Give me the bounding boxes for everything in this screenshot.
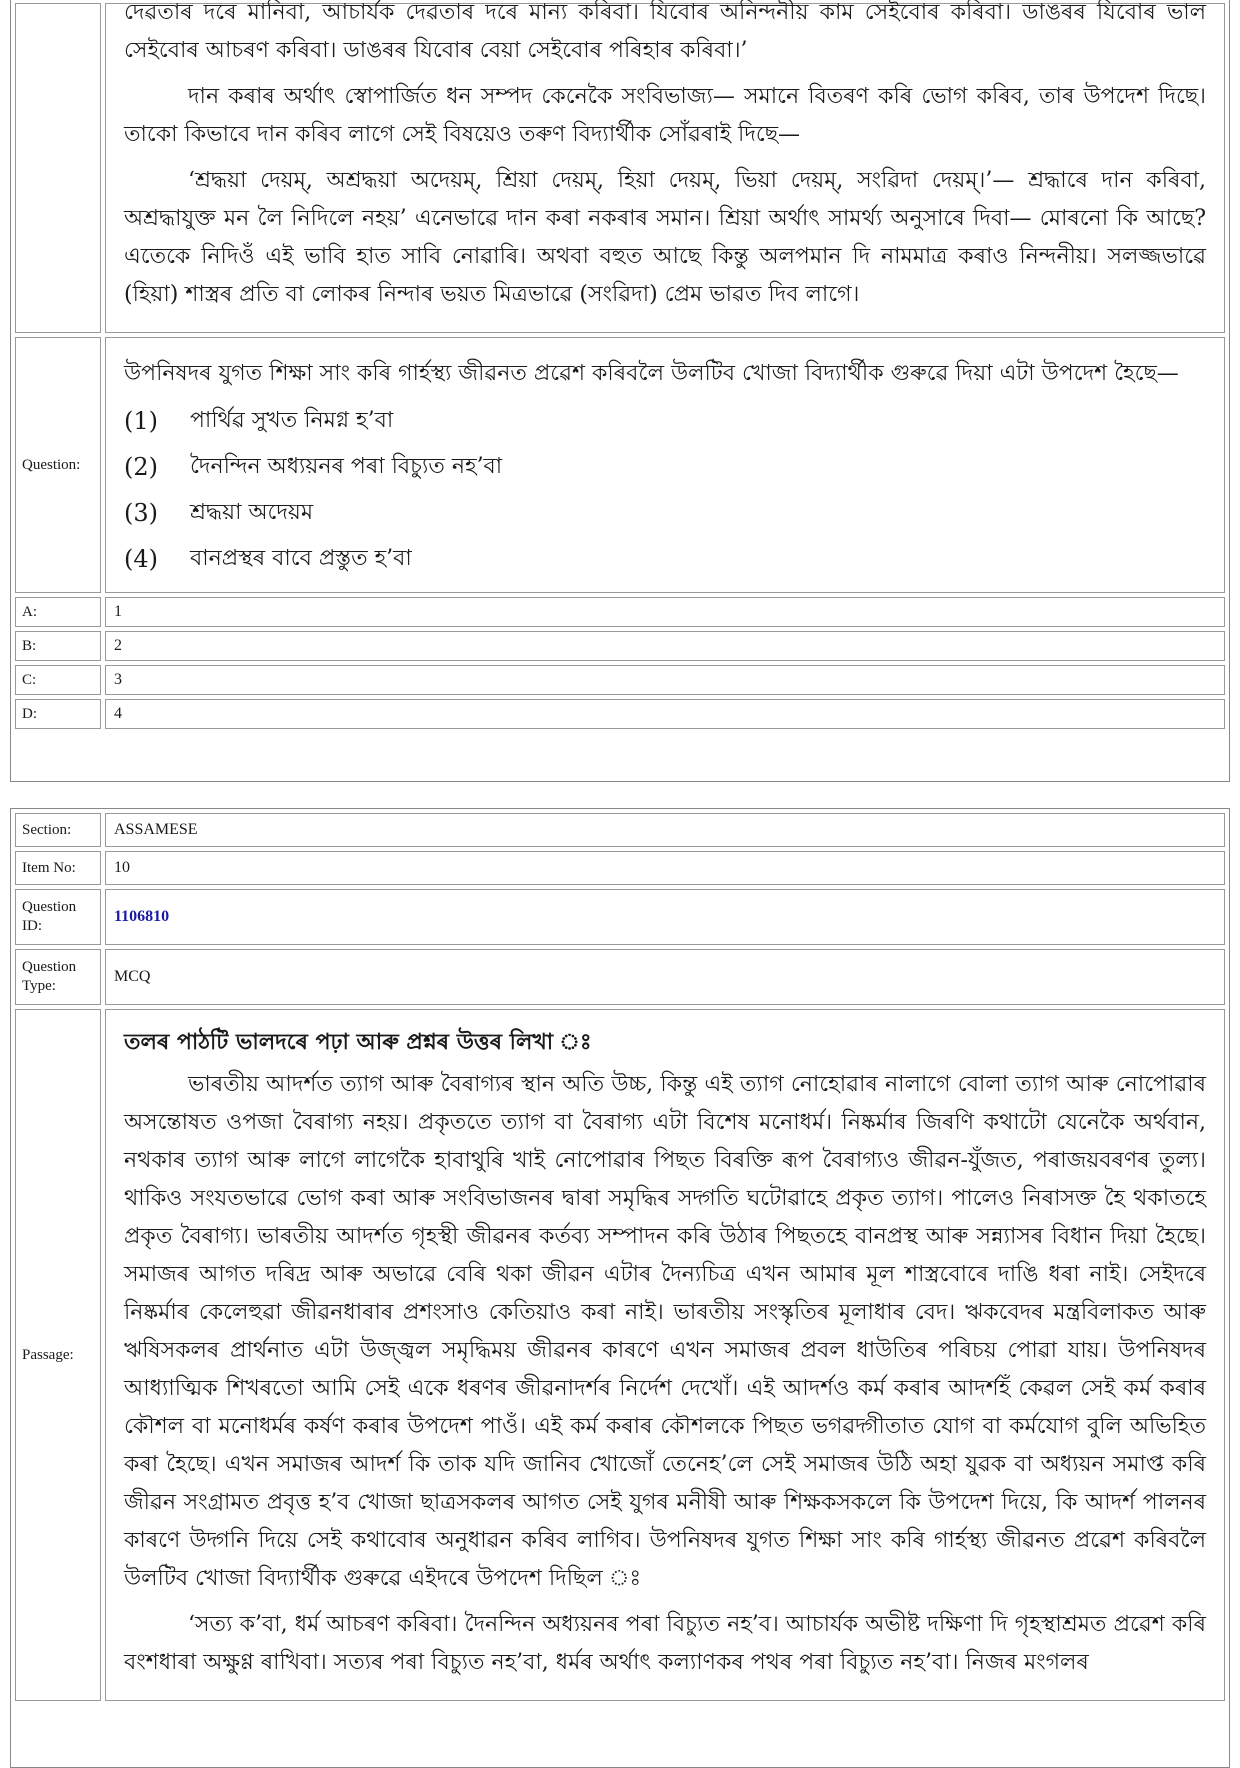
- option-number: (3): [124, 499, 158, 527]
- question-card-current: [10, 808, 1230, 1768]
- question-content: [105, 337, 1225, 593]
- option-1: [124, 398, 1206, 444]
- answer-c-value: 3: [105, 665, 1225, 695]
- passage-paragraph: দান কৰাৰ অৰ্থাৎ স্বোপাৰ্জিত ধন সম্পদ কেনেকৈ সংবিভাজ্য— সমানে বিতৰণ কৰি ভোগ কৰিব, তাৰ উপদেশ দিছে। তাকো কিভাবে দান কৰিব লাগে সেই বিষয়েও তৰুণ বিদ্যাৰ্থীক সোঁৱৰাই দিছে—: [124, 84, 1206, 147]
- option-2: [124, 444, 1206, 490]
- item-no-value: 10: [105, 851, 1225, 885]
- passage-label-cell: [15, 3, 101, 333]
- answer-a-value: 1: [105, 597, 1225, 627]
- passage-content: [105, 1009, 1225, 1701]
- question-label: Question:: [15, 337, 101, 593]
- section-label: Section:: [15, 813, 101, 847]
- passage-paragraph: ‘শ্ৰদ্ধয়া দেয়ম্, অশ্ৰদ্ধয়া অদেয়ম্, শ্ৰিয়া দেয়ম্, হিয়া দেয়ম্, ভিয়া দেয়ম্, সংৱিদা দেয়ম্।’— শ্ৰদ্ধাৰে দান কৰিবা, অশ্ৰদ্ধাযুক্ত মন লৈ নিদিলে নহয়’ এনেভাৱে দান কৰা নকৰাৰ সমান। শ্ৰিয়া অৰ্থাৎ সামৰ্থ্য অনুসাৰে দিবা— মোৰনো কি আছে? এতেকে নিদিওঁ এই ভাবি হাত সাবি নোৱাৰি। অথবা বহুত আছে কিন্তু অলপমান দি নামমাত্ৰ কৰাও নিন্দনীয়। সলজ্জভাৱে (হিয়া) শাস্ত্ৰৰ প্ৰতি বা লোকৰ নিন্দাৰ ভয়ত মিত্ৰভাৱে (সংৱিদা) প্ৰেম ভাৱত দিব লাগে।: [124, 168, 1206, 307]
- answer-d-label: D:: [15, 699, 101, 729]
- option-3: [124, 490, 1206, 536]
- option-text: শ্ৰদ্ধয়া অদেয়ম: [190, 499, 314, 525]
- question-card-previous: [10, 0, 1230, 782]
- option-text: পাৰ্থিৱ সুখত নিমগ্ন হ’বা: [190, 407, 394, 433]
- question-table-current: [11, 809, 1229, 1705]
- question-text: উপনিষদৰ যুগত শিক্ষা সাং কৰি গাৰ্হস্থ্য জীৱনত প্ৰৱেশ কৰিবলৈ উলটিব খোজা বিদ্যাৰ্থীক গুৰুৱে দিয়া এটা উপদেশ হৈছে—: [124, 361, 1179, 386]
- answer-b-value: 2: [105, 631, 1225, 661]
- passage-paragraph: ভাৰতীয় আদৰ্শত ত্যাগ আৰু বৈৰাগ্যৰ স্থান অতি উচ্চ, কিন্তু এই ত্যাগ নোহোৱাৰ নালাগে বোলা ত্যাগ আৰু নোপোৱাৰ অসন্তোষত ওপজা বৈৰাগ্য নহয়। প্ৰকৃততে ত্যাগ বা বৈৰাগ্য এটা বিশেষ মনোধৰ্ম। নিষ্কৰ্মাৰ জিৰণি কথাটো যেনেকৈ অৰ্থবান, নথকাৰ ত্যাগ আৰু লাগে লাগেকৈ হাবাথুৰি খাই নোপোৱাৰ পিছত বিৰক্তি ৰূপ বৈৰাগ্যও জীৱন-যুঁজত, পৰাজয়বৰণৰ তুল্য। থাকিও সংযতভাৱে ভোগ কৰা আৰু সংবিভাজনৰ দ্বাৰা সমৃদ্ধিৰ সদ্গতি ঘটোৱাহে প্ৰকৃত ত্যাগ। পালেও নিৰাসক্ত হৈ থকাতহে প্ৰকৃত বৈৰাগ্য। ভাৰতীয় আদৰ্শত গৃহস্থী জীৱনৰ কৰ্তব্য সম্পাদন কৰি উঠাৰ পিছতহে বানপ্ৰস্থ আৰু সন্ন্যাসৰ বিধান দিয়া হৈছে। সমাজৰ আগত দৰিদ্ৰ আৰু অভাৱে বেৰি থকা জীৱন এটাৰ দৈন্যচিত্ৰ এখন আমাৰ মূল শাস্ত্ৰবোৰে দাঙি ধৰা নাই। সেইদৰে নিষ্কৰ্মাৰ কেলেহুৱা জীৱনধাৰাৰ প্ৰশংসাও কেতিয়াও কৰা নাই। ভাৰতীয় সংস্কৃতিৰ মূলাধাৰ বেদ। ঋকবেদৰ মন্ত্ৰবিলাকত আৰু ঋষিসকলৰ প্ৰাৰ্থনাত এটা উজ্জ্বল সমৃদ্ধিময় জীৱনৰ কাৰণে এখন সমাজৰ প্ৰবল ধাউতিৰ পৰিচয় পোৱা যায়। উপনিষদৰ আধ্যাত্মিক শিখৰতো আমি সেই একে ধৰণৰ জীৱনাদৰ্শৰ নিৰ্দেশ দেখোঁ। এই আদৰ্শও কৰ্ম কৰাৰ আদৰ্শহঁ কেৱল সেই কৰ্ম কৰাৰ কৌশল বা মনোধৰ্মৰ কৰ্ষণ কৰাৰ উপদেশ পাওঁ। এই কৰ্ম কৰাৰ কৌশলকে পিছত ভগৱদ্গীতাত যোগ বা কৰ্মযোগ বুলি অভিহিত কৰা হৈছে। এখন সমাজৰ আদৰ্শ কি তাক যদি জানিব খোজোঁ তেনেহ’লে সেই সমাজৰ উঠি অহা যুৱক বা অধ্যয়ন সমাপ্ত কৰি জীৱন সংগ্ৰামত প্ৰবৃত্ত হ’ব খোজা ছাত্ৰসকলৰ আগত সেই যুগৰ মনীষী আৰু শিক্ষকসকলে কি উপদেশ দিয়ে, কি আদৰ্শ পালনৰ কাৰণে উদ্গনি দিয়ে সেই কথাবোৰ অনুধাৱন কৰিব লাগিব। উপনিষদৰ যুগত শিক্ষা সাং কৰি গাৰ্হস্থ্য জীৱনত প্ৰৱেশ কৰিবলৈ উলটিব খোজা বিদ্যাৰ্থীক গুৰুৱে এইদৰে উপদেশ দিছিল ঃ: [124, 1072, 1206, 1591]
- passage-paragraph: ‘সত্য ক’বা, ধৰ্ম আচৰণ কৰিবা। দৈনন্দিন অধ্যয়নৰ পৰা বিচ্যুত নহ’ব। আচাৰ্যক অভীষ্ট দক্ষিণা দি গৃহস্থাশ্ৰমত প্ৰৱেশ কৰি বংশধাৰা অক্ষুণ্ণ ৰাখিবা। সত্যৰ পৰা বিচ্যুত নহ’বা, ধৰ্মৰ অৰ্থাৎ কল্যাণকৰ পথৰ পৰা বিচ্যুত নহ’বা। নিজৰ মংগলৰ: [124, 1612, 1206, 1675]
- option-number: (2): [124, 453, 158, 481]
- answer-c-label: C:: [15, 665, 101, 695]
- question-type-label: Question Type:: [15, 949, 101, 1005]
- question-type-value: MCQ: [105, 949, 1225, 1005]
- answer-a-label: A:: [15, 597, 101, 627]
- passage-content: [105, 0, 1225, 333]
- item-no-label: Item No:: [15, 851, 101, 885]
- section-value: ASSAMESE: [105, 813, 1225, 847]
- question-table-previous: [11, 0, 1229, 733]
- answer-d-value: 4: [105, 699, 1225, 729]
- passage-heading: তলৰ পাঠটি ভালদৰে পঢ়া আৰু প্ৰশ্নৰ উত্তৰ লিখা ঃ: [124, 1029, 592, 1055]
- option-number: (1): [124, 407, 158, 435]
- question-id-value: 1106810: [105, 889, 1225, 945]
- passage-paragraph: দেৱতাৰ দৰে মানিবা, আচাৰ্যক দেৱতাৰ দৰে মান্য কৰিবা। যিবোৰ অনিন্দনীয় কাম সেইবোৰ কৰিবা। ডাঙৰৰ যিবোৰ ভাল সেইবোৰ আচৰণ কৰিবা। ডাঙৰৰ যিবোৰ বেয়া সেইবোৰ পৰিহাৰ কৰিবা।’: [124, 0, 1206, 63]
- option-number: (4): [124, 545, 158, 573]
- answer-b-label: B:: [15, 631, 101, 661]
- option-text: দৈনন্দিন অধ্যয়নৰ পৰা বিচ্যুত নহ’বা: [190, 453, 503, 479]
- option-4: [124, 536, 1206, 582]
- passage-label: Passage:: [15, 1009, 101, 1701]
- question-id-label: Question ID:: [15, 889, 101, 945]
- option-text: বানপ্ৰস্থৰ বাবে প্ৰস্তুত হ’বা: [190, 545, 412, 571]
